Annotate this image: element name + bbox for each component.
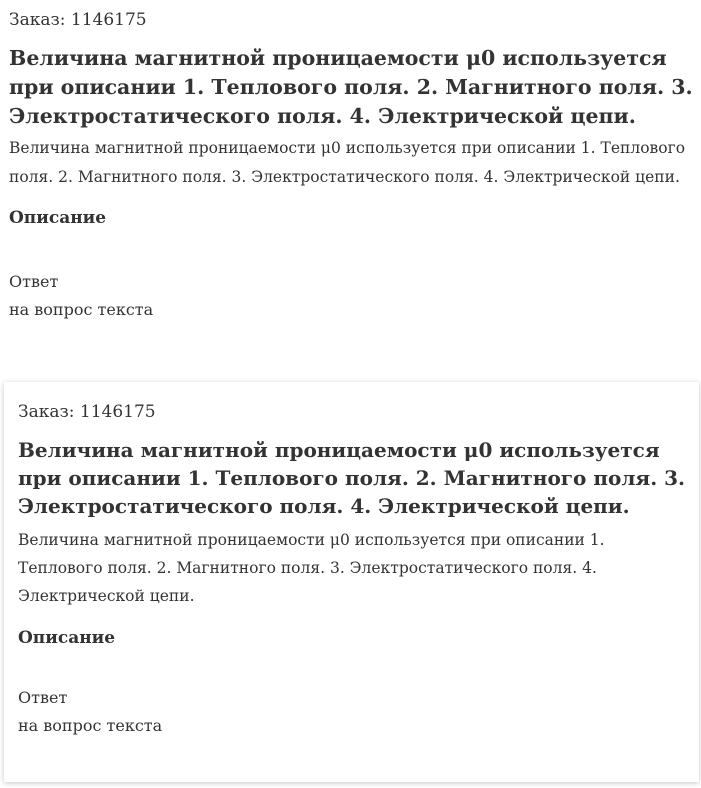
answer-line-1: Ответ xyxy=(9,272,59,291)
card-order-id: 1146175 xyxy=(79,402,156,422)
card-question-title: Величина магнитной проницаемости μ0 используется при описании 1. Теплового поля. 2. Магнитного поля. 3. Электростатического поля. 4. Электрической цепи. xyxy=(18,438,686,518)
card-question-description: Величина магнитной проницаемости μ0 используется при описании 1. Теплового поля. 2. Магнитного поля. 3. Электростатического поля. 4. Электрической цепи. xyxy=(18,531,605,605)
answer-text xyxy=(9,268,695,324)
question-description: Величина магнитной проницаемости μ0 используется при описании 1. Теплового поля. 2. Магнитного поля. 3. Электростатического поля. 4. Электрической цепи. xyxy=(9,139,686,186)
card-answer-line-2: на вопрос текста xyxy=(18,716,163,735)
card-description-heading: Описание xyxy=(18,628,116,648)
card-order-label: Заказ: xyxy=(18,402,75,422)
order-id: 1146175 xyxy=(70,10,147,30)
question-title: Величина магнитной проницаемости μ0 используется при описании 1. Теплового поля. 2. Магнитного поля. 3. Электростатического поля. 4. Электрической цепи. xyxy=(9,46,693,128)
order-block xyxy=(9,8,695,324)
preview-card xyxy=(4,382,699,782)
card-answer-text xyxy=(18,684,688,740)
order-label: Заказ: xyxy=(9,10,66,30)
card-answer-line-1: Ответ xyxy=(18,688,68,707)
card-order-number xyxy=(18,400,688,424)
description-heading: Описание xyxy=(9,208,107,228)
answer-line-2: на вопрос текста xyxy=(9,300,154,319)
order-number xyxy=(9,8,695,32)
